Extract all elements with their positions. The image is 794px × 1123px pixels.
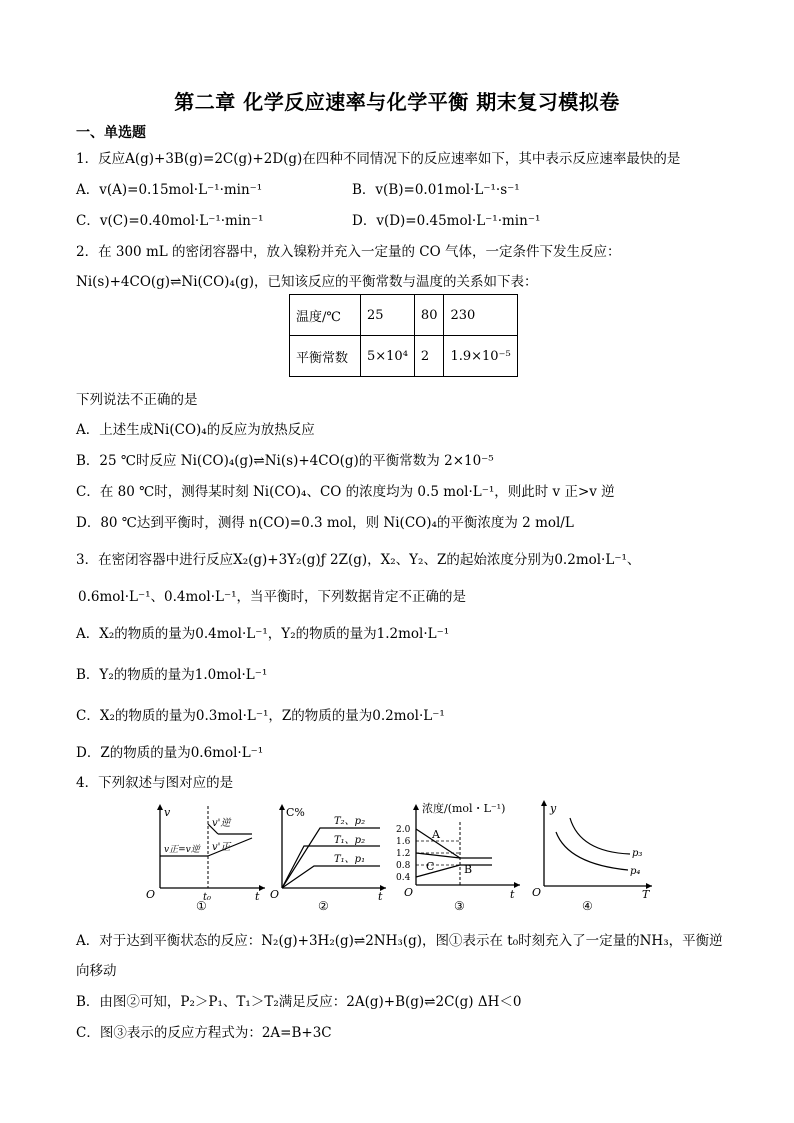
table-cell: 温度/℃: [290, 295, 361, 336]
fig2-curve-label: T₁、p₁: [334, 854, 366, 865]
fig4-number: ④: [582, 899, 593, 912]
q1-option-b: B．v(B)=0.01mol·L⁻¹·s⁻¹: [352, 182, 520, 198]
q4-stem: 4．下列叙述与图对应的是: [76, 775, 234, 791]
fig1-vni-label: v'逆: [212, 818, 231, 829]
q4-option-a-line2: 向移动: [76, 963, 117, 979]
table-cell: 80: [414, 295, 444, 336]
fig2-origin: O: [270, 888, 280, 901]
figure-4: [528, 800, 658, 912]
fig4-origin: O: [532, 886, 542, 899]
fig3-tick: 1.2: [396, 849, 411, 859]
table-cell: 25: [361, 295, 415, 336]
figure-1: [140, 800, 270, 912]
q1-option-d: D．v(D)=0.45mol·L⁻¹·min⁻¹: [352, 213, 541, 229]
fig3-origin: O: [404, 886, 414, 899]
fig2-curve-label: T₁、p₂: [334, 835, 366, 846]
table-cell: 平衡常数: [290, 336, 361, 377]
table-cell: 2: [414, 336, 444, 377]
fig3-tick: 2.0: [396, 825, 411, 835]
q4-option-c: C．图③表示的反应方程式为：2A=B+3C: [76, 1025, 332, 1041]
fig1-number: ①: [196, 899, 207, 912]
figure-3: [392, 800, 528, 912]
fig4-curve-p4: p₄: [630, 866, 641, 877]
fig1-equal-label: v正=v逆: [164, 845, 200, 855]
table-cell: 230: [444, 295, 517, 336]
q3-stem-2: 0.6mol·L⁻¹、0.4mol·L⁻¹，当平衡时，下列数据肯定不正确的是: [78, 589, 467, 605]
q3-option-c: C．X₂的物质的量为0.3mol·L⁻¹，Z的物质的量为0.2mol·L⁻¹: [76, 708, 445, 724]
q1-option-a: A．v(A)=0.15mol·L⁻¹·min⁻¹: [76, 182, 263, 198]
q2-option-a: A．上述生成Ni(CO)₄的反应为放热反应: [76, 422, 315, 438]
fig1-xlabel: t: [255, 890, 260, 903]
fig3-curve-b: B: [464, 863, 473, 876]
q2-stem-2: Ni(s)+4CO(g)⇌Ni(CO)₄(g)，已知该反应的平衡常数与温度的关系如下表：: [76, 274, 538, 290]
q1-option-c: C．v(C)=0.40mol·L⁻¹·min⁻¹: [76, 213, 264, 229]
q2-stem-1: 2．在 300 mL 的密闭容器中，放入镍粉并充入一定量的 CO 气体，一定条件下发生反应：: [76, 244, 621, 260]
table-row: [290, 295, 518, 336]
fig3-curve-a: A: [432, 828, 440, 841]
fig1-t0-label: t₀: [203, 892, 212, 903]
q2-option-c: C．在 80 ℃时，测得某时刻 Ni(CO)₄、CO 的浓度均为 0.5 mol·L⁻¹，则此时 v 正>v 逆: [76, 484, 615, 500]
fig4-ylabel: y: [550, 802, 557, 815]
fig1-ylabel: v: [164, 806, 171, 819]
fig2-curve-label: T₂、p₂: [334, 816, 366, 827]
q3-option-b: B．Y₂的物质的量为1.0mol·L⁻¹: [76, 667, 268, 683]
fig1-origin: O: [146, 888, 156, 901]
q3-stem-1: 3．在密闭容器中进行反应X₂(g)+3Y₂(g)ƒ 2Z(g)，X₂、Y₂、Z的起始浓度分别为0.2mol·L⁻¹、: [76, 552, 641, 568]
q1-stem: 1．反应A(g)+3B(g)=2C(g)+2D(g)在四种不同情况下的反应速率如下，其中表示反应速率最快的是: [76, 151, 681, 167]
fig2-number: ②: [318, 899, 329, 912]
q2-option-d: D．80 ℃达到平衡时，测得 n(CO)=0.3 mol，则 Ni(CO)₄的平衡浓度为 2 mol/L: [76, 515, 574, 531]
fig2-ylabel: C%: [286, 806, 305, 819]
section-heading: 一、单选题: [76, 125, 146, 141]
fig3-tick: 0.4: [396, 873, 411, 883]
q3-option-d: D．Z的物质的量为0.6mol·L⁻¹: [76, 745, 264, 761]
fig3-curve-c: C: [426, 860, 435, 873]
q3-option-a: A．X₂的物质的量为0.4mol·L⁻¹，Y₂的物质的量为1.2mol·L⁻¹: [76, 626, 450, 642]
fig3-number: ③: [454, 899, 465, 912]
table-row: [290, 336, 518, 377]
figure-2: [268, 800, 393, 912]
fig4-xlabel: T: [642, 888, 650, 901]
page-title: 第二章 化学反应速率与化学平衡 期末复习模拟卷: [174, 90, 620, 114]
fig1-vzh-label: v'正: [212, 842, 231, 853]
q2-option-b: B．25 ℃时反应 Ni(CO)₄(g)⇌Ni(s)+4CO(g)的平衡常数为 2×10⁻⁵: [76, 453, 494, 469]
equilibrium-table: [289, 294, 518, 377]
fig3-tick: 0.8: [396, 861, 411, 871]
q4-option-b: B．由图②可知，P₂＞P₁、T₁＞T₂满足反应：2A(g)+B(g)⇌2C(g) ΔH＜0: [76, 994, 522, 1010]
q4-option-a-line1: A．对于达到平衡状态的反应：N₂(g)+3H₂(g)⇌2NH₃(g)，图①表示在 t₀时刻充入了一定量的NH₃，平衡逆: [76, 933, 723, 949]
q2-ask: 下列说法不正确的是: [76, 392, 198, 408]
table-cell: 1.9×10⁻⁵: [444, 336, 517, 377]
fig3-xlabel: t: [510, 888, 515, 901]
fig2-xlabel: t: [378, 890, 383, 903]
table-cell: 5×10⁴: [361, 336, 415, 377]
fig3-tick: 1.6: [396, 837, 411, 847]
fig3-ylabel: 浓度/(mol・L⁻¹): [422, 802, 506, 815]
fig4-curve-p3: p₃: [632, 848, 643, 859]
